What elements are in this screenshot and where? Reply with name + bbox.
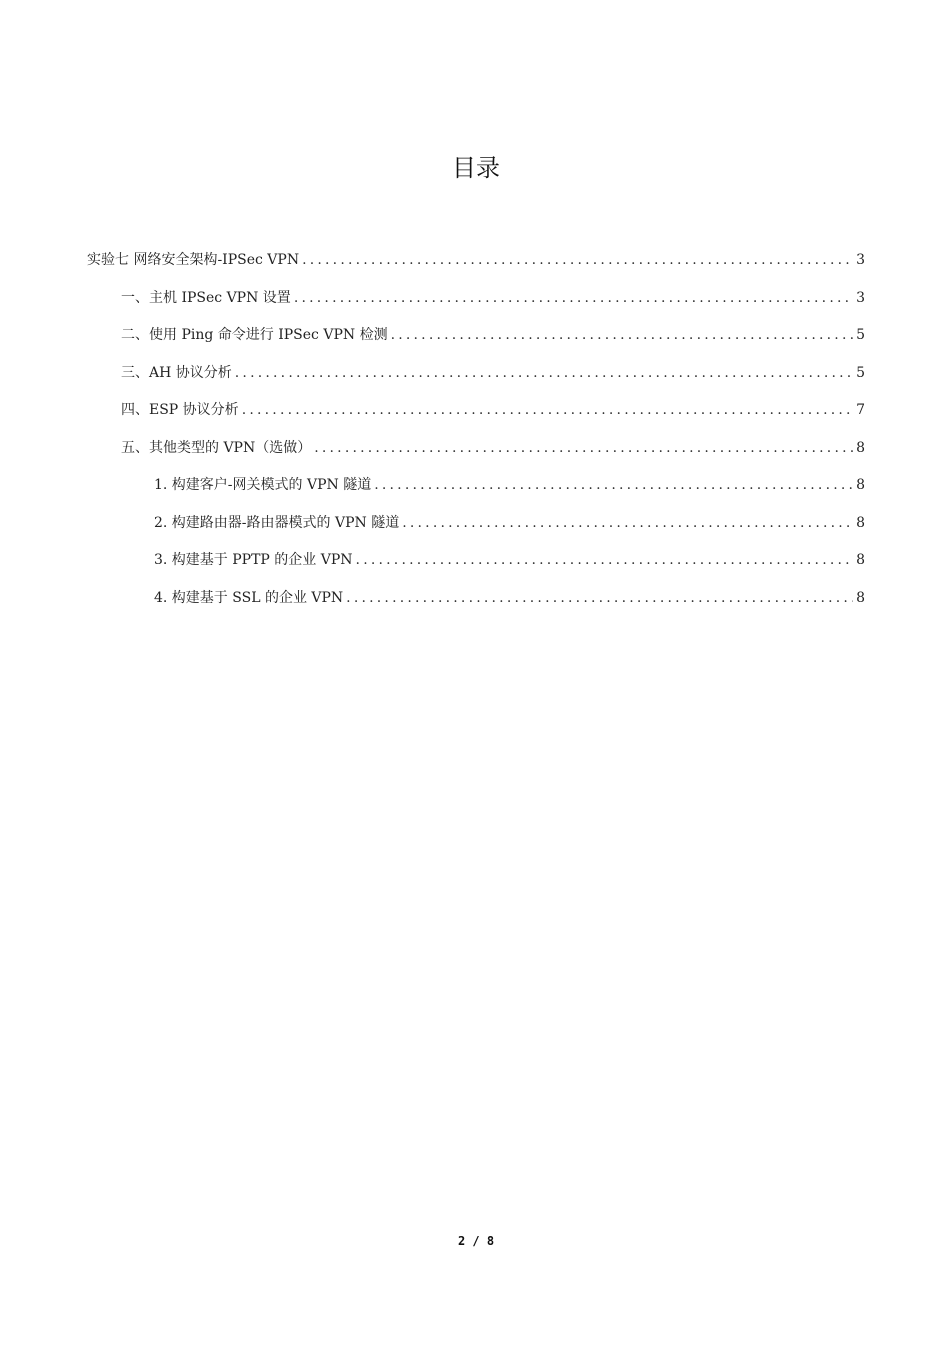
toc-entry-experiment-7[interactable]: [87, 246, 865, 284]
toc-entry-label: 1. 构建客户-网关模式的 VPN 隧道: [154, 477, 372, 493]
table-of-contents: [87, 246, 865, 621]
toc-entry-section-4[interactable]: [87, 396, 865, 434]
toc-page-number: 5: [856, 364, 865, 381]
page-number-footer: 2 / 8: [457, 1234, 495, 1248]
toc-entry-label: 三、AH 协议分析: [121, 364, 232, 381]
toc-page-number: 8: [856, 514, 865, 531]
toc-entry-section-1[interactable]: [87, 284, 865, 322]
toc-page-number: 3: [856, 289, 865, 306]
toc-entry-label: 4. 构建基于 SSL 的企业 VPN: [154, 589, 344, 606]
toc-page-number: 8: [856, 552, 865, 568]
toc-page-number: 5: [856, 327, 865, 343]
toc-dot-leader: [235, 359, 853, 387]
toc-entry-label: 五、其他类型的 VPN（选做）: [121, 439, 312, 456]
page-title: 目录: [452, 154, 500, 182]
toc-dot-leader: [374, 471, 853, 499]
toc-entry-section-2[interactable]: [87, 321, 865, 359]
toc-entry-label: 2. 构建路由器-路由器模式的 VPN 隧道: [154, 514, 400, 531]
toc-entry-subsection-1[interactable]: [87, 471, 865, 509]
toc-dot-leader: [346, 584, 853, 612]
toc-entry-subsection-2[interactable]: [87, 509, 865, 547]
toc-page-number: 8: [856, 477, 865, 493]
toc-entry-label: 四、ESP 协议分析: [121, 402, 239, 418]
toc-entry-subsection-4[interactable]: [87, 584, 865, 622]
toc-entry-label: 实验七 网络安全架构-IPSec VPN: [87, 252, 300, 268]
toc-dot-leader: [314, 434, 853, 462]
toc-entry-label: 二、使用 Ping 命令进行 IPSec VPN 检测: [121, 327, 388, 343]
toc-dot-leader: [356, 546, 854, 574]
toc-dot-leader: [391, 321, 854, 349]
toc-dot-leader: [294, 284, 853, 312]
toc-dot-leader: [242, 396, 853, 424]
toc-entry-section-5[interactable]: [87, 434, 865, 472]
toc-dot-leader: [302, 246, 853, 274]
toc-entry-section-3[interactable]: [87, 359, 865, 397]
toc-entry-label: 3. 构建基于 PPTP 的企业 VPN: [154, 552, 353, 568]
toc-page-number: 8: [856, 439, 865, 456]
toc-page-number: 7: [856, 402, 865, 418]
toc-entry-label: 一、主机 IPSec VPN 设置: [121, 289, 291, 306]
toc-dot-leader: [402, 509, 853, 537]
toc-page-number: 8: [856, 589, 865, 606]
toc-entry-subsection-3[interactable]: [87, 546, 865, 584]
toc-page-number: 3: [856, 252, 865, 268]
